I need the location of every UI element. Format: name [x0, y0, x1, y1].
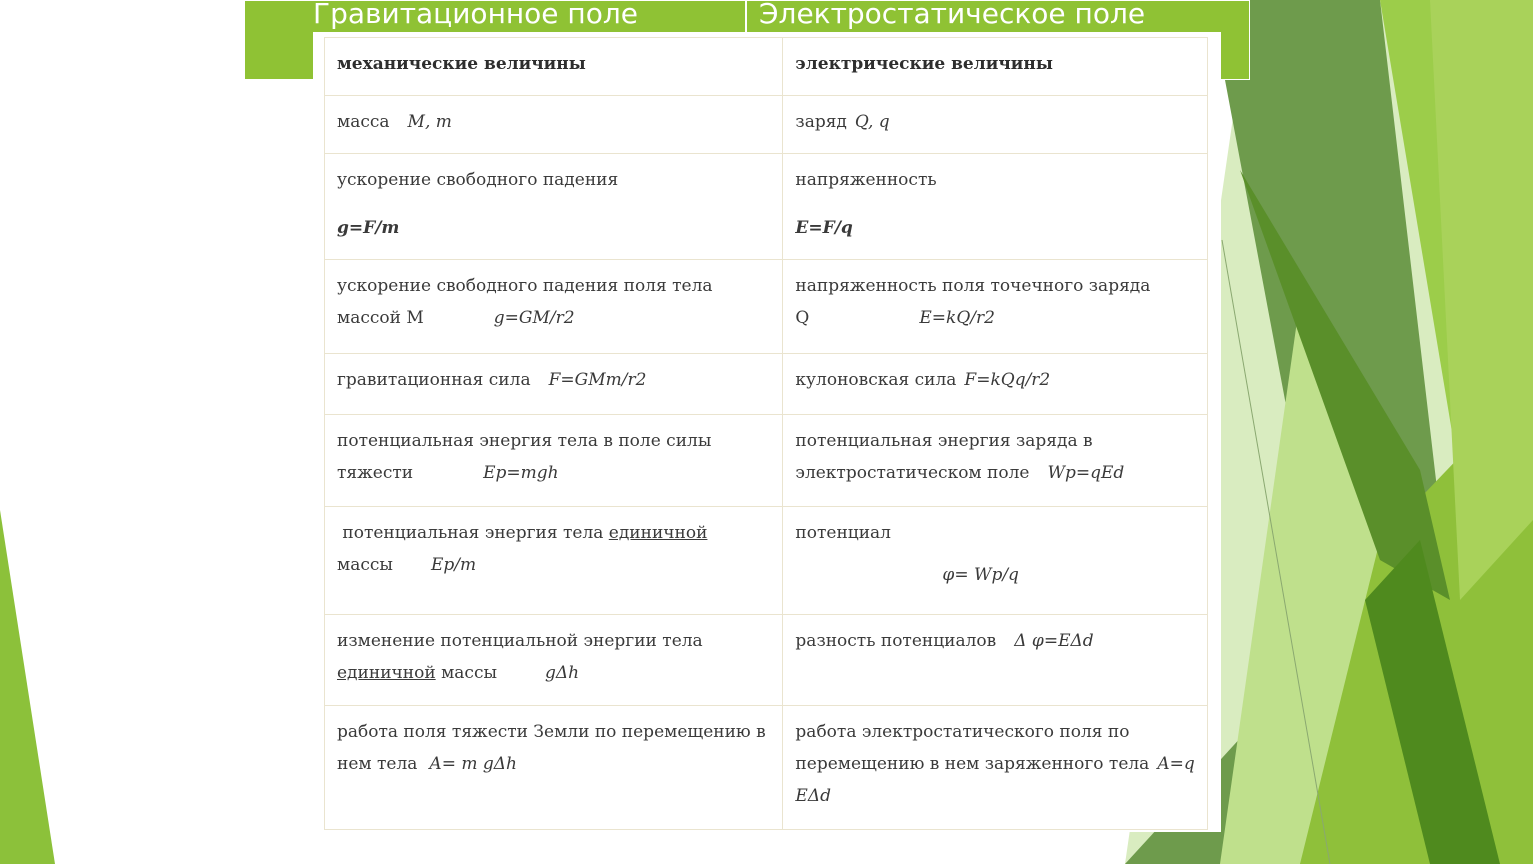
cell-formula: F=kQq/r2 — [964, 370, 1051, 390]
table-cell — [325, 507, 783, 615]
table-cell — [325, 354, 783, 415]
table-cell — [783, 615, 1208, 706]
cell-formula: Wp=qEd — [1047, 463, 1125, 483]
table-cell — [325, 415, 783, 507]
table-row — [325, 415, 1208, 507]
cell-formula-line2: EΔd — [795, 786, 831, 806]
table-cell — [325, 706, 783, 830]
cell-text: напряженность — [795, 170, 937, 190]
cell-text: заряд — [795, 112, 847, 132]
cell-text-line2: нем тела — [337, 754, 418, 774]
cell-text: работа электростатического поля по — [795, 722, 1130, 742]
cell-text-line2: тяжести — [337, 463, 414, 483]
cell-text-line2: массы — [441, 663, 497, 683]
cell-text: гравитационная сила — [337, 370, 531, 390]
cell-text-line2: Q — [795, 308, 810, 328]
table-cell — [783, 706, 1208, 830]
cell-formula: gΔh — [545, 663, 580, 683]
cell-text: ускорение свободного падения — [337, 170, 619, 190]
cell-text: разность потенциалов — [795, 631, 997, 651]
cell-formula: Ep=mgh — [483, 463, 559, 483]
cell-text: потенциальная энергия тела — [342, 523, 604, 543]
table-row — [325, 507, 1208, 615]
table-row — [325, 260, 1208, 354]
cell-text: потенциал — [795, 523, 891, 543]
table-cell — [783, 260, 1208, 354]
cell-formula: E=F/q — [795, 218, 853, 238]
table-cell — [325, 260, 783, 354]
table-cell — [783, 96, 1208, 154]
col-header-electrical: электрические величины — [783, 38, 1208, 96]
table-cell — [783, 154, 1208, 260]
electrostatic-field-title: Электростатическое поле — [759, 1, 1146, 30]
cell-text: масса — [337, 112, 390, 132]
cell-text: ускорение свободного падения поля тела — [337, 276, 713, 296]
cell-text: потенциальная энергия заряда в — [795, 431, 1093, 451]
cell-text-line2: перемещению в нем заряженного тела — [795, 754, 1150, 774]
table-row — [325, 615, 1208, 706]
comparison-table-card — [313, 32, 1221, 832]
table-row — [325, 96, 1208, 154]
cell-formula: Δ φ=EΔd — [1014, 631, 1094, 651]
cell-formula: Q, q — [854, 112, 890, 132]
table-cell — [783, 415, 1208, 507]
table-row — [325, 354, 1208, 415]
gravitational-field-title: Гравитационное поле — [245, 1, 747, 79]
cell-formula: φ= Wp/q — [942, 565, 1019, 585]
table-row — [325, 154, 1208, 260]
cell-formula: M, m — [407, 112, 452, 132]
cell-text-line2: массой M — [337, 308, 424, 328]
table-header-row — [325, 38, 1208, 96]
cell-text: изменение потенциальной энергии тела — [337, 631, 703, 651]
col-header-mechanical: механические величины — [325, 38, 783, 96]
comparison-table — [324, 37, 1208, 830]
cell-text: напряженность поля точечного заряда — [795, 276, 1151, 296]
table-cell — [783, 507, 1208, 615]
cell-text-line2: массы — [337, 555, 393, 575]
cell-text: кулоновская сила — [795, 370, 957, 390]
cell-text-underlined: единичной — [608, 523, 708, 543]
cell-formula: g=GM/r2 — [493, 308, 575, 328]
cell-text: работа поля тяжести Земли по перемещению в — [337, 722, 766, 742]
table-cell — [783, 354, 1208, 415]
cell-formula: A=q — [1157, 754, 1195, 774]
cell-formula: A= m gΔh — [429, 754, 517, 774]
table-cell — [325, 96, 783, 154]
cell-formula: g=F/m — [337, 218, 400, 238]
cell-formula: E=kQ/r2 — [919, 308, 995, 328]
cell-text-line2: электростатическом поле — [795, 463, 1030, 483]
cell-text: потенциальная энергия тела в поле силы — [337, 431, 712, 451]
cell-formula: F=GMm/r2 — [548, 370, 647, 390]
table-cell — [325, 154, 783, 260]
table-cell — [325, 615, 783, 706]
cell-formula: Ep/m — [430, 555, 477, 575]
cell-text-underlined: единичной — [337, 663, 436, 683]
table-row — [325, 706, 1208, 830]
